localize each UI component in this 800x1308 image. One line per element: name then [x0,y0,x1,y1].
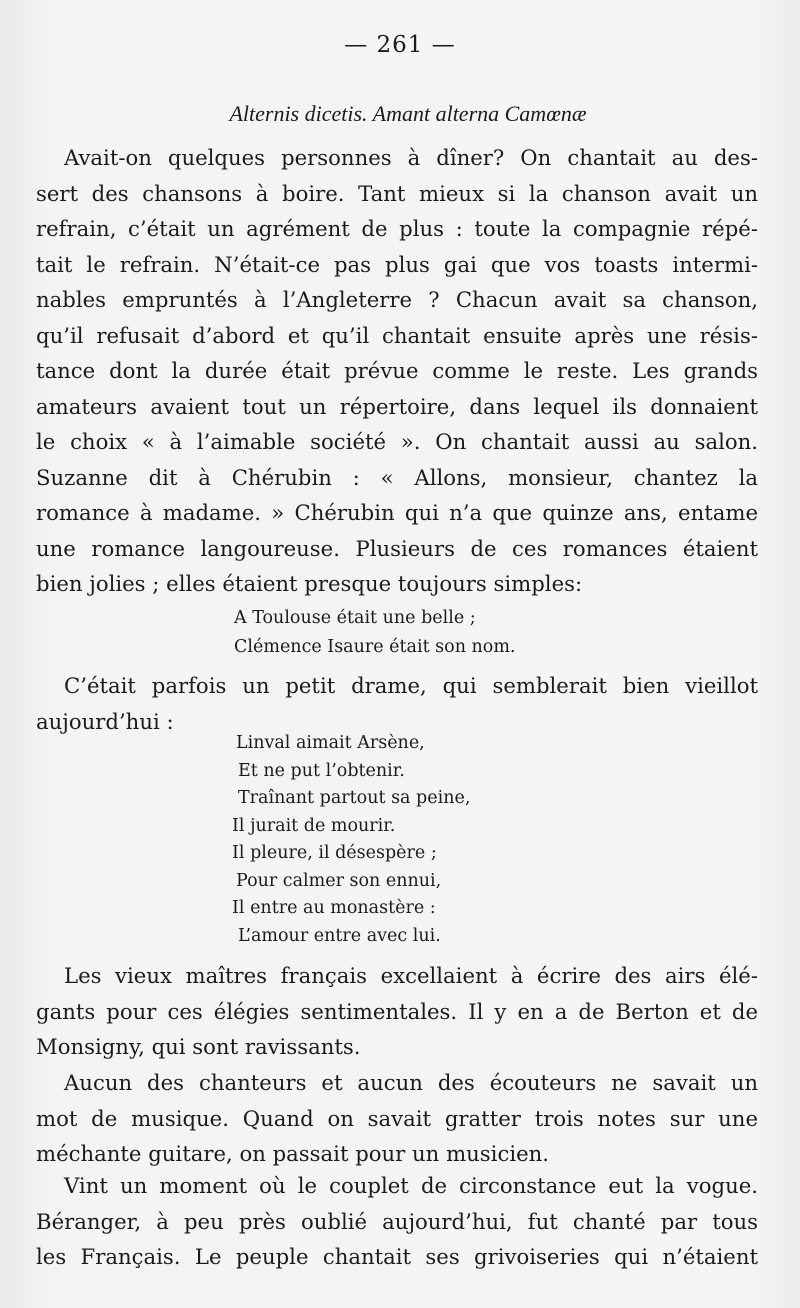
text-line: Aucun des chanteurs et aucun des écouteurs ne savait un [64,1070,758,1095]
paragraph-beranger [36,1168,758,1275]
epigraph: Alternis dicetis. Amant alterna Camœnæ [229,101,587,126]
paragraph-dinner-songs [36,140,758,602]
text-line: le choix « à l’aimable société ». On chantait aussi au salon. [36,429,758,454]
text-line: Les vieux maîtres français excellaient à écrire des airs élé- [64,963,758,988]
text-line: refrain, c’était un agrément de plus : toute la compagnie répé- [36,216,758,241]
text-line: romance à madame. » Chérubin qui n’a que quinze ans, entame [36,500,758,525]
verse-linval [232,730,470,950]
verse-line: Traînant partout sa peine, [238,788,471,808]
page-number: — 261 — [344,32,456,58]
text-line: bien jolies ; elles étaient presque toujours simples: [36,571,583,596]
verse-line: Pour calmer son ennui, [236,870,442,891]
verse-line: Linval aimait Arsène, [236,733,425,753]
verse-line: Il entre au monastère : [232,898,436,918]
verse-line: L’amour entre avec lui. [238,925,441,946]
text-line: méchante guitare, on passait pour un musicien. [36,1141,550,1166]
verse-line: Il pleure, il désespère ; [232,843,437,863]
text-line: Avait-on quelques personnes à dîner? On chantait au des- [64,145,758,170]
text-line: Vint un moment où le couplet de circonstance eut la vogue. [64,1173,758,1198]
text-line: mot de musique. Quand on savait gratter trois notes sur une [36,1105,758,1131]
text-line: les Français. Le peuple chantait ses grivoiseries qui n’étaient [36,1244,758,1269]
verse-line: A Toulouse était une belle ; [234,608,476,628]
verse-line: Et ne put l’obtenir. [238,760,405,781]
verse-line: Il jurait de mourir. [232,815,396,836]
verse-line: Clémence Isaure était son nom. [234,637,516,657]
text-line: qu’il refusait d’abord et qu’il chantait ensuite après une résis- [36,322,758,348]
text-line: Monsigny, qui sont ravissants. [36,1034,361,1059]
text-line: gants pour ces élégies sentimentales. Il y en a de Berton et de [36,998,758,1024]
paragraph-petit-drame [36,668,758,739]
text-line: sert des chansons à boire. Tant mieux si la chanson avait un [36,180,758,206]
text-line: tance dont la durée était prévue comme le reste. Les grands [36,358,758,383]
paragraph-chanteurs [36,1065,758,1172]
verse-toulouse [234,604,516,662]
text-line: Béranger, à peu près oublié aujourd’hui, fut chanté par tous [36,1208,758,1234]
text-line: Suzanne dit à Chérubin : « Allons, monsieur, chantez la [36,464,758,490]
text-line: une romance langoureuse. Plusieurs de ces romances étaient [36,535,758,561]
text-line: C’était parfois un petit drame, qui semblerait bien vieillot [64,673,758,698]
text-line: aujourd’hui : [36,708,174,734]
text-line: amateurs avaient tout un répertoire, dans lequel ils donnaient [36,393,758,419]
text-line: nables empruntés à l’Angleterre ? Chacun avait sa chanson, [36,287,758,312]
text-line: tait le refrain. N’était-ce pas plus gai que vos toasts intermi- [36,251,758,277]
paragraph-vieux-maitres [36,958,758,1065]
